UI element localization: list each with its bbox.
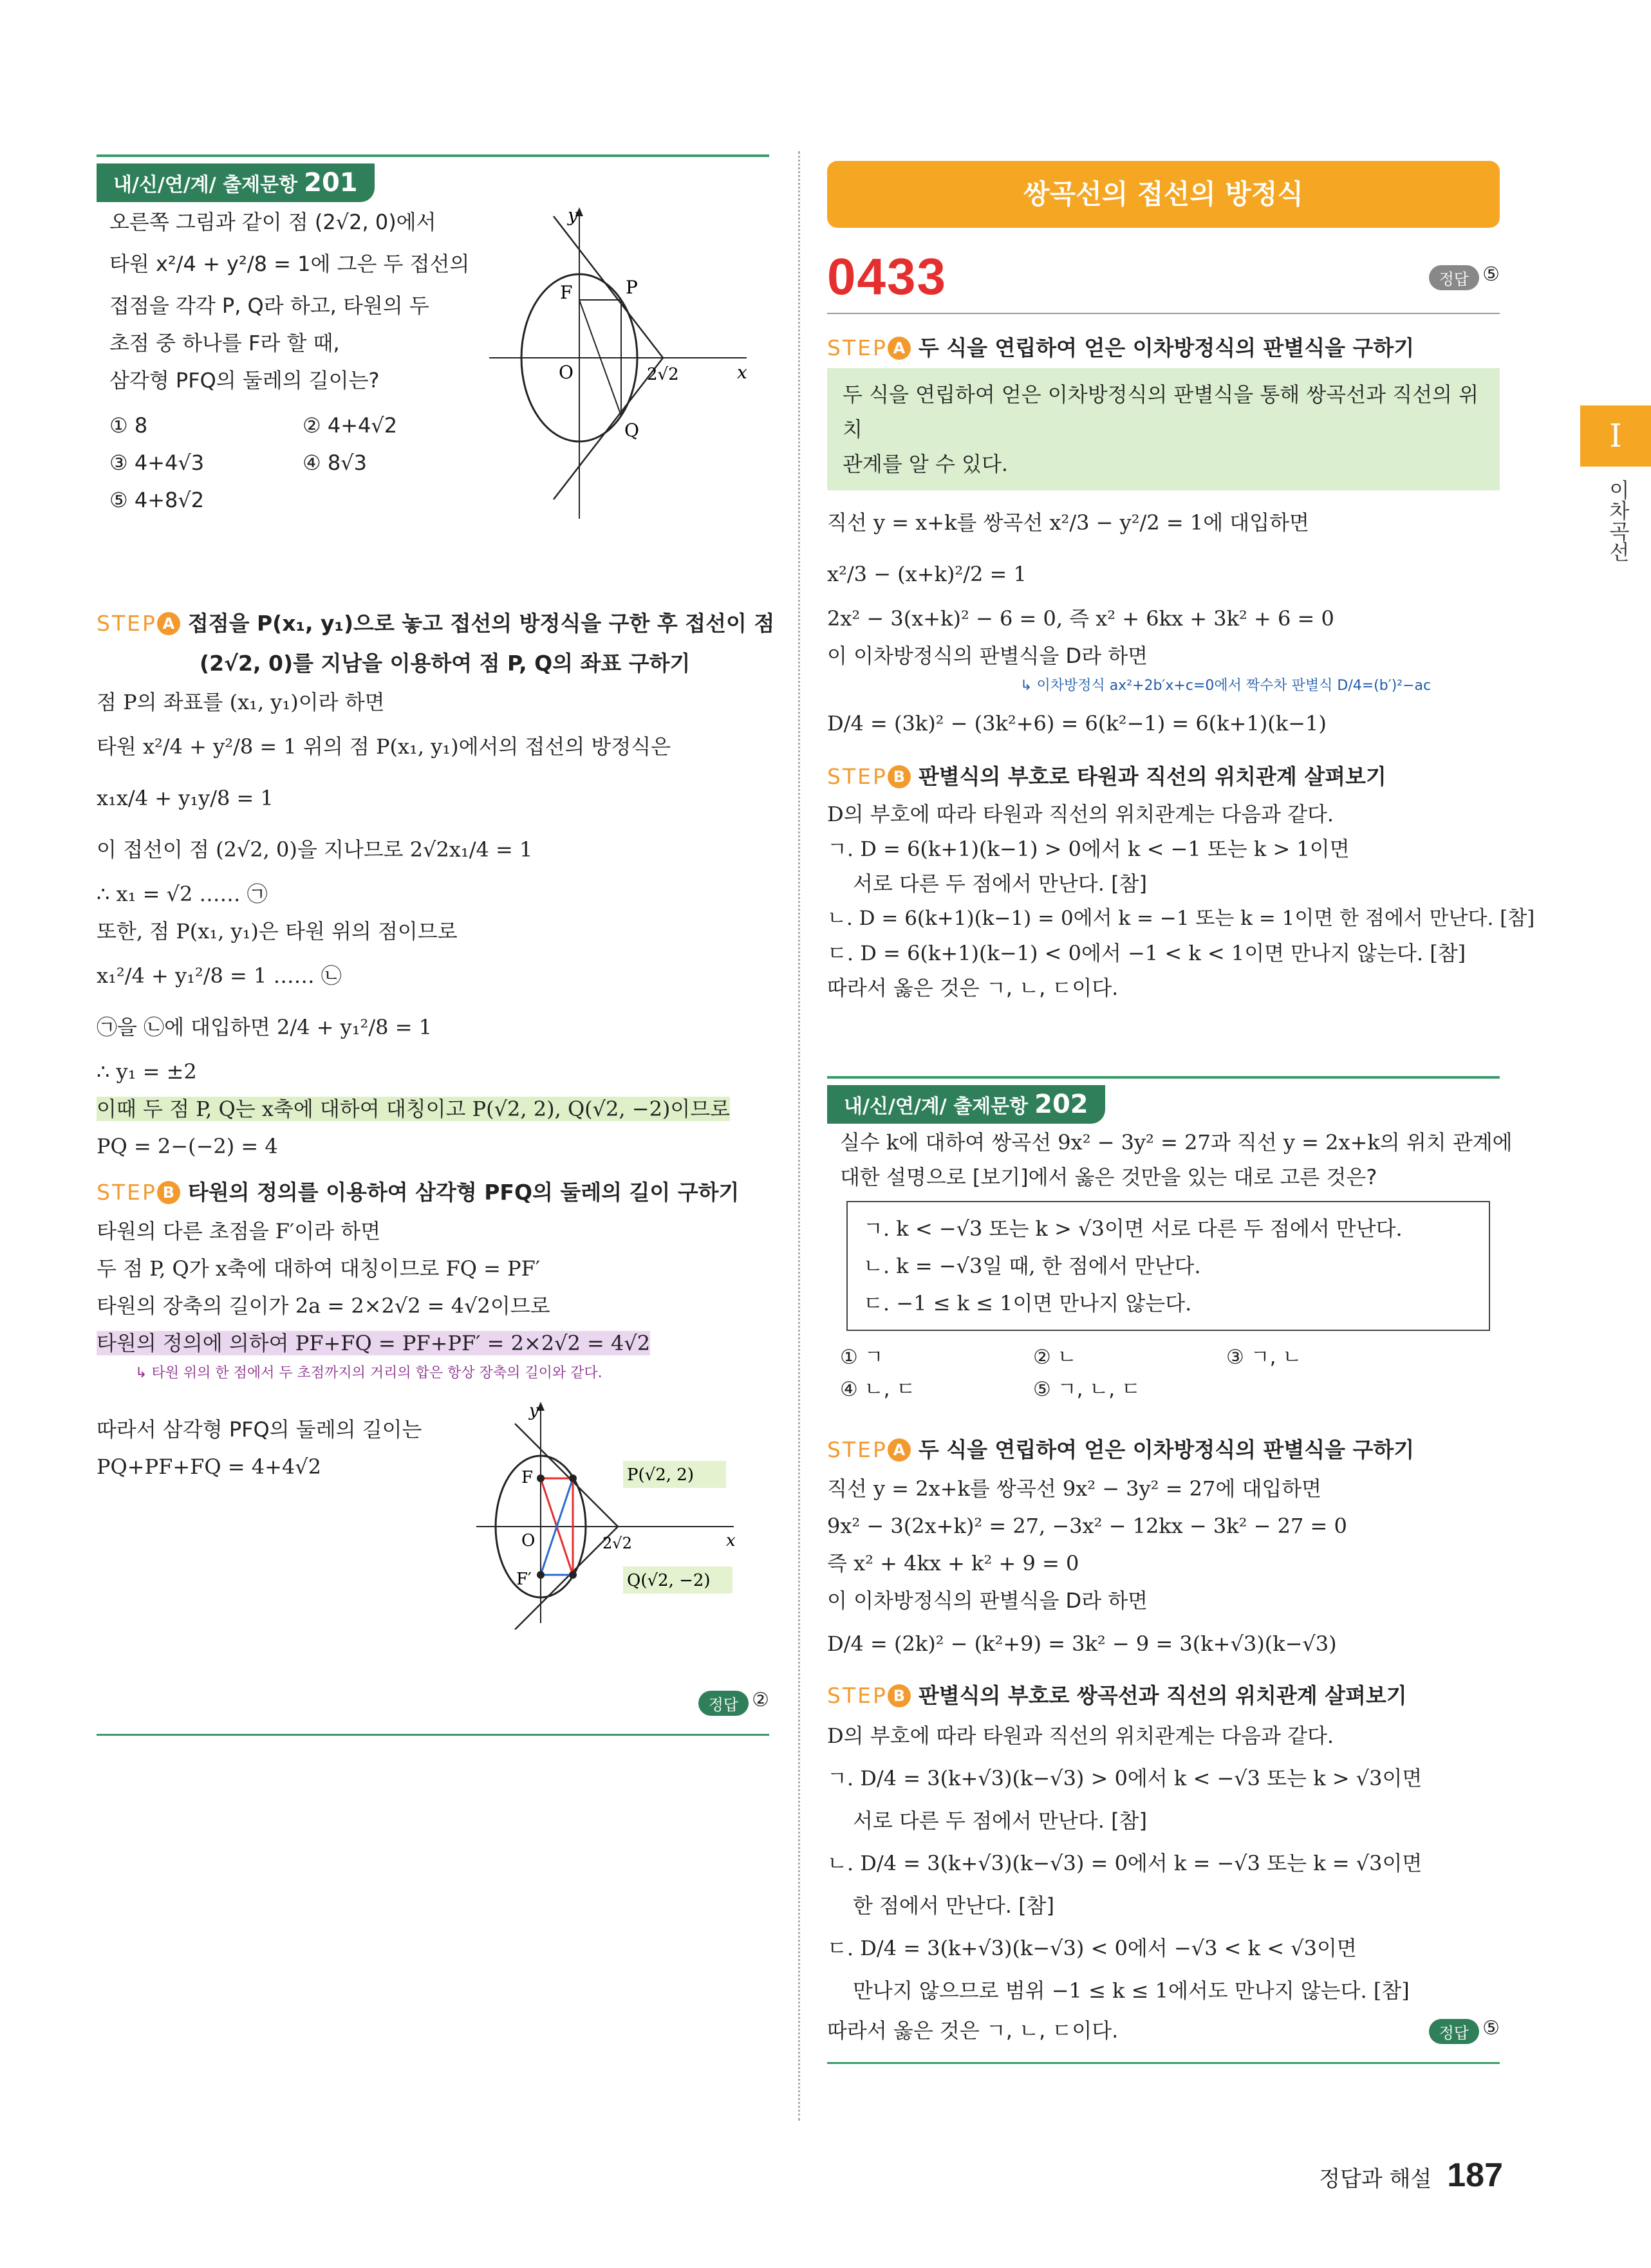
equation: 2x² − 3(x+k)² − 6 = 0, 즉 x² + 6kx + 3k² + 6 = 0 <box>827 606 1334 631</box>
problem-line: 삼각형 PFQ의 둘레의 길이는? <box>109 368 380 393</box>
equation: x₁x/4 + y₁y/8 = 1 <box>97 786 274 810</box>
origin-label: O <box>521 1531 536 1550</box>
x-intercept-label: 2√2 <box>602 1534 632 1552</box>
focus-label: F <box>560 282 573 303</box>
problem-line: 대한 설명으로 [보기]에서 옳은 것만을 있는 대로 고른 것은? <box>840 1165 1377 1189</box>
text-line: 이때 두 점 P, Q는 x축에 대하여 대칭이고 P(√2, 2), Q(√2, −2)이므로 <box>97 1097 731 1121</box>
left-column <box>97 154 775 1736</box>
answer-badge: 정답 <box>698 1691 749 1716</box>
focus-label: F <box>521 1468 534 1487</box>
answer-badge: 정답 <box>1429 265 1479 290</box>
problem-line: 초점 중 하나를 F라 할 때, <box>109 331 340 355</box>
page-footer <box>1319 2156 1503 2195</box>
choice: ① ㄱ <box>840 1346 884 1369</box>
answer-202 <box>827 2011 1500 2064</box>
text-line: 서로 다른 두 점에서 만난다. [참] <box>853 871 1147 896</box>
problem-202-header <box>827 1076 1500 1125</box>
text-line: 따라서 삼각형 PFQ의 둘레의 길이는 <box>97 1417 422 1442</box>
answer-value: ② <box>752 1689 769 1711</box>
bogi-item: ㄴ. k = −√3일 때, 한 점에서 만난다. <box>863 1254 1201 1278</box>
choice: ② ㄴ <box>1033 1346 1077 1369</box>
text-line: 직선 y = x+k를 쌍곡선 x²/3 − y²/2 = 1에 대입하면 <box>827 510 1309 535</box>
answer-value: ⑤ <box>1482 2017 1500 2040</box>
choice: ③ 4+4√3 <box>109 451 205 475</box>
choice: ① 8 <box>109 413 148 438</box>
choices <box>840 1341 1500 1406</box>
separator <box>827 313 1500 314</box>
ellipse-tangent-figure <box>489 203 760 538</box>
axis-label-y: y <box>529 1401 539 1420</box>
text-line: ㄷ. D = 6(k+1)(k−1) < 0에서 −1 < k < 1이면 만나지 않는다. [참] <box>827 941 1466 965</box>
hint-line: 관계를 알 수 있다. <box>843 452 1009 476</box>
chapter-tab: I <box>1580 405 1651 467</box>
text-line: ㄱ. D/4 = 3(k+√3)(k−√3) > 0에서 k < −√3 또는 k > √3이면 <box>827 1766 1422 1790</box>
text-line: 점 P의 좌표를 (x₁, y₁)이라 하면 <box>97 690 385 714</box>
text-line: 이 접선이 점 (2√2, 0)을 지나므로 2√2x₁/4 = 1 <box>97 837 533 862</box>
text-line: 서로 다른 두 점에서 만난다. [참] <box>853 1808 1147 1833</box>
choice: ⑤ 4+8√2 <box>109 488 205 512</box>
text-line: ㄱ. D = 6(k+1)(k−1) > 0에서 k < −1 또는 k > 1이면 <box>827 837 1350 861</box>
point-q-label: Q(√2, −2) <box>627 1571 711 1590</box>
point-q-label: Q <box>624 420 639 441</box>
choice: ② 4+4√2 <box>303 413 398 438</box>
equation: ∴ x₁ = √2 …… ㉠ <box>97 882 268 906</box>
text-line: 또한, 점 P(x₁, y₁)은 타원 위의 점이므로 <box>97 919 458 943</box>
discriminant-note: ↳ 이차방정식 ax²+2b′x+c=0에서 짝수차 판별식 D/4=(b′)²−ac <box>1020 678 1432 694</box>
equation: 9x² − 3(2x+k)² = 27, −3x² − 12kx − 3k² − 27 = 0 <box>827 1514 1347 1538</box>
text-line: 한 점에서 만난다. [참] <box>853 1893 1054 1918</box>
bogi-item: ㄱ. k < −√3 또는 k > √3이면 서로 다른 두 점에서 만난다. <box>863 1216 1403 1241</box>
answer-201 <box>97 1689 769 1736</box>
origin-label: O <box>559 362 574 383</box>
step-a-heading: STEP A 접점을 P(x₁, y₁)으로 놓고 접선의 방정식을 구한 후 접선이 점 <box>97 611 775 636</box>
ellipse-triangle-figure <box>476 1398 760 1630</box>
equation: D/4 = (3k)² − (3k²+6) = 6(k²−1) = 6(k+1)(k−1) <box>827 711 1327 736</box>
bogi-box <box>846 1201 1490 1331</box>
problem-202 <box>827 1125 1513 1406</box>
equation: 즉 x² + 4kx + k² + 9 = 0 <box>827 1551 1079 1576</box>
text-line: ㄷ. D/4 = 3(k+√3)(k−√3) < 0에서 −√3 < k < √3이면 <box>827 1936 1357 1960</box>
problem-number: 0433 <box>827 248 947 305</box>
problem-line: 타원 x²/4 + y²/8 = 1에 그은 두 접선의 <box>109 252 470 276</box>
text-line: ㄴ. D = 6(k+1)(k−1) = 0에서 k = −1 또는 k = 1이면 한 점에서 만난다. [참] <box>827 907 1535 930</box>
problem-202-label: 내/신/연/계/ 출제문항 202 <box>827 1085 1105 1124</box>
equation: x₁²/4 + y₁²/8 = 1 …… ㉡ <box>97 963 342 988</box>
text-line: 따라서 옳은 것은 ㄱ, ㄴ, ㄷ이다. <box>827 976 1119 1000</box>
text-line: 타원의 정의에 의하여 PF+FQ = PF+PF′ = 2×2√2 = 4√2 <box>97 1331 651 1355</box>
text-line: 타원 x²/4 + y²/8 = 1 위의 점 P(x₁, y₁)에서의 접선의 방정식은 <box>97 734 671 759</box>
problem-line: 접점을 각각 P, Q라 하고, 타원의 두 <box>109 293 429 318</box>
step-a-heading: STEP A 두 식을 연립하여 얻은 이차방정식의 판별식을 구하기 <box>827 335 1415 360</box>
problem-201 <box>97 203 769 596</box>
axis-label-y: y <box>568 205 578 226</box>
equation: D/4 = (2k)² − (k²+9) = 3k² − 9 = 3(k+√3)(k−√3) <box>827 1631 1337 1656</box>
choice: ⑤ ㄱ, ㄴ, ㄷ <box>1033 1378 1141 1401</box>
point-p-label: P <box>626 277 638 298</box>
section-banner: 쌍곡선의 접선의 방정식 <box>827 161 1500 228</box>
column-divider <box>798 151 800 2121</box>
step-b-heading: STEP B 판별식의 부호로 타원과 직선의 위치관계 살펴보기 <box>827 764 1386 789</box>
text-line: 타원의 장축의 길이가 2a = 2×2√2 = 4√2이므로 <box>97 1294 550 1318</box>
equation: ∴ y₁ = ±2 <box>97 1059 197 1084</box>
bogi-item: ㄷ. −1 ≤ k ≤ 1이면 만나지 않는다. <box>863 1291 1192 1315</box>
choice: ④ ㄴ, ㄷ <box>840 1378 916 1401</box>
focus2-label: F′ <box>516 1570 532 1589</box>
problem-201-header <box>97 154 769 203</box>
hint-line: 두 식을 연립하여 얻은 이차방정식의 판별식을 통해 쌍곡선과 직선의 위치 <box>843 382 1478 442</box>
text-line: 타원의 다른 초점을 F′이라 하면 <box>97 1219 381 1243</box>
equation: PQ = 2−(−2) = 4 <box>97 1134 278 1158</box>
text-line: D의 부호에 따라 타원과 직선의 위치관계는 다음과 같다. <box>827 802 1334 826</box>
chapter-title: 이차곡선 <box>1606 479 1630 562</box>
problem-line: 오른쪽 그림과 같이 점 (2√2, 0)에서 <box>109 210 436 234</box>
text-line: ㄴ. D/4 = 3(k+√3)(k−√3) = 0에서 k = −√3 또는 k = √3이면 <box>827 1851 1422 1875</box>
step-a-heading-cont: (2√2, 0)를 지남을 이용하여 점 P, Q의 좌표 구하기 <box>200 651 691 676</box>
text-line: 두 점 P, Q가 x축에 대하여 대칭이므로 FQ = PF′ <box>97 1256 541 1281</box>
choice: ④ 8√3 <box>303 451 367 475</box>
text-line: 만나지 않으므로 범위 −1 ≤ k ≤ 1에서도 만나지 않는다. [참] <box>853 1978 1410 2003</box>
text-line: D의 부호에 따라 타원과 직선의 위치관계는 다음과 같다. <box>827 1724 1334 1748</box>
choice: ③ ㄱ, ㄴ <box>1226 1346 1302 1369</box>
right-column <box>827 161 1535 2064</box>
choices <box>109 407 508 519</box>
footer-text: 정답과 해설 <box>1319 2166 1432 2192</box>
page-number: 187 <box>1447 2157 1503 2194</box>
text-line: 이 이차방정식의 판별식을 D라 하면 <box>827 1588 1148 1613</box>
ellipse-definition-note: ↳ 타원 위의 한 점에서 두 초점까지의 거리의 합은 항상 장축의 길이와 같다. <box>135 1365 602 1381</box>
problem-0433-header <box>827 247 1500 306</box>
text-line: 이 이차방정식의 판별식을 D라 하면 <box>827 644 1148 668</box>
axis-label-x: x <box>726 1531 736 1550</box>
equation: x²/3 − (x+k)²/2 = 1 <box>827 562 1027 586</box>
hint-box <box>827 368 1500 490</box>
step-b2-heading: STEP B 판별식의 부호로 쌍곡선과 직선의 위치관계 살펴보기 <box>827 1683 1407 1708</box>
text-line: 직선 y = 2x+k를 쌍곡선 9x² − 3y² = 27에 대입하면 <box>827 1476 1322 1501</box>
point-p-label: P(√2, 2) <box>627 1465 694 1485</box>
step-b-heading: STEP B 타원의 정의를 이용하여 삼각형 PFQ의 둘레의 길이 구하기 <box>97 1180 740 1205</box>
step-a2-heading: STEP A 두 식을 연립하여 얻은 이차방정식의 판별식을 구하기 <box>827 1437 1415 1462</box>
problem-line: 실수 k에 대하여 쌍곡선 9x² − 3y² = 27과 직선 y = 2x+k의 위치 관계에 <box>840 1130 1513 1155</box>
text-line: 따라서 옳은 것은 ㄱ, ㄴ, ㄷ이다. <box>827 2018 1119 2043</box>
problem-201-label: 내/신/연/계/ 출제문항 201 <box>97 163 375 202</box>
conclusion-block <box>97 1401 769 1681</box>
x-intercept-label: 2√2 <box>647 365 679 384</box>
answer-value: ⑤ <box>1482 263 1500 286</box>
answer-badge: 정답 <box>1429 2019 1479 2044</box>
equation: PQ+PF+FQ = 4+4√2 <box>97 1455 321 1479</box>
equation: ㉠을 ㉡에 대입하면 2/4 + y₁²/8 = 1 <box>97 1015 433 1039</box>
axis-label-x: x <box>737 362 747 383</box>
